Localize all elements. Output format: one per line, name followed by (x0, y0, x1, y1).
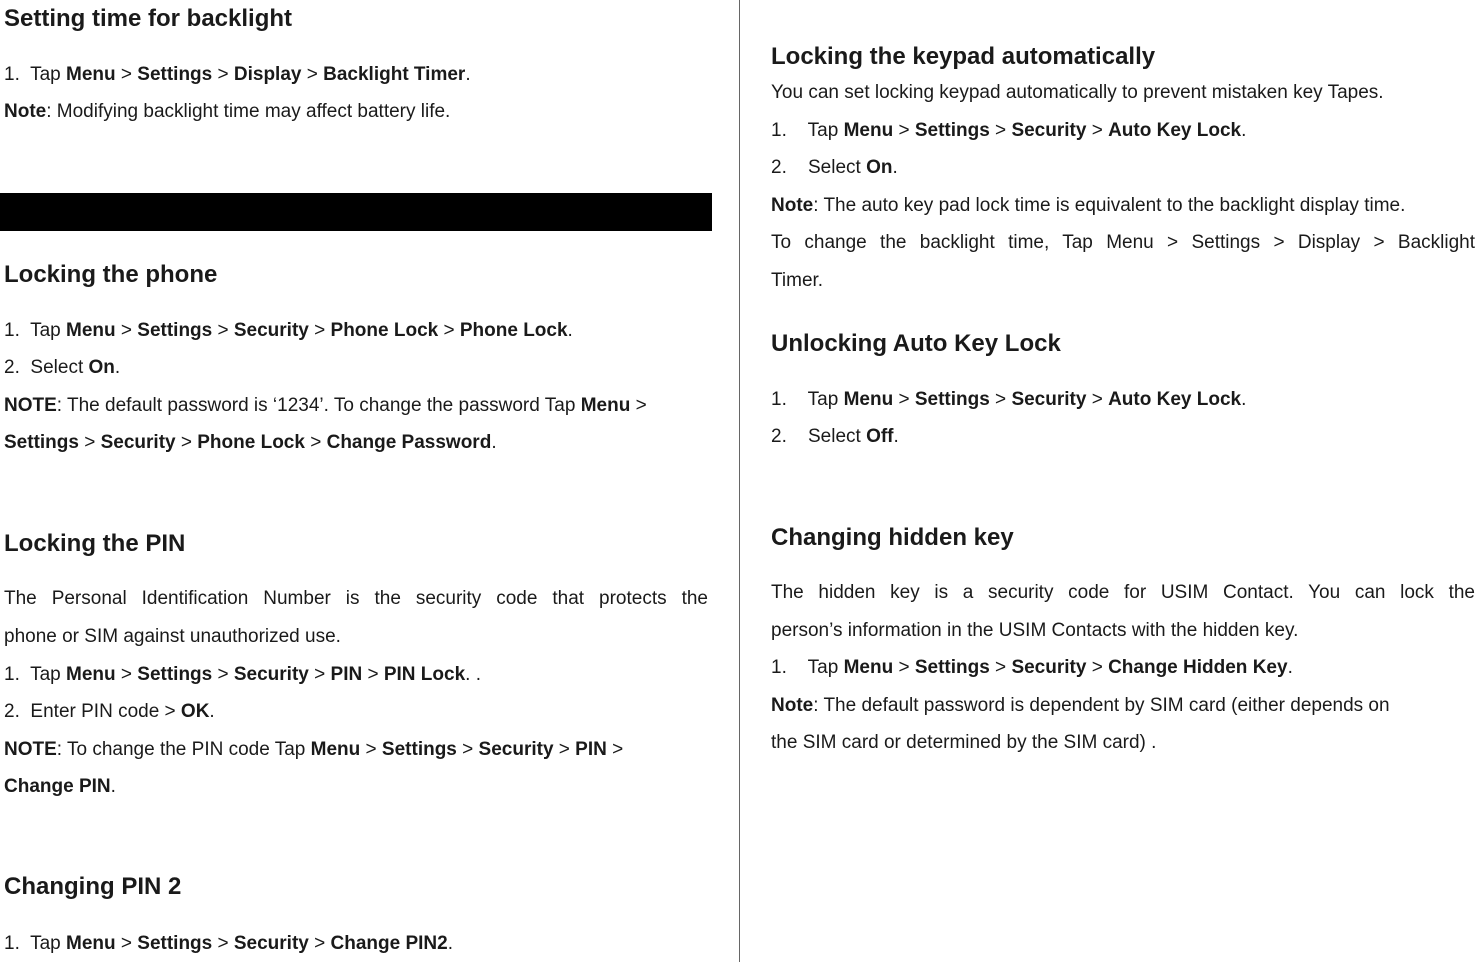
keypad-heading: Locking the keypad automatically (771, 43, 1156, 70)
unlock-step-2: 2. Select Off. (771, 426, 899, 447)
phone-lock-step-1: 1. Tap Menu > Settings > Security > Phone Lock > Phone Lock. (4, 320, 573, 341)
column-divider (739, 0, 740, 962)
keypad-intro: You can set locking keypad automatically to prevent mistaken key Tapes. (771, 82, 1384, 103)
hidden-key-note: Note: The default password is dependent by SIM card (either depends on (771, 695, 1390, 716)
phone-lock-note-cont: Settings > Security > Phone Lock > Change Password. (4, 432, 497, 453)
black-bar-divider (0, 193, 712, 231)
hidden-key-paragraph-line-1: The hidden key is a security code for USIM Contact. You can lock the (771, 582, 1475, 603)
pin-note-cont: Change PIN. (4, 776, 116, 797)
pin-heading: Locking the PIN (4, 530, 186, 557)
keypad-change-line-1: To change the backlight time, Tap Menu > Settings > Display > Backlight (771, 232, 1475, 253)
pin-step-1: 1. Tap Menu > Settings > Security > PIN > PIN Lock. . (4, 664, 482, 685)
pin2-heading: Changing PIN 2 (4, 873, 182, 900)
unlock-step-1: 1. Tap Menu > Settings > Security > Auto Key Lock. (771, 389, 1247, 410)
pin-paragraph-line-1: The Personal Identification Number is the security code that protects the (4, 588, 708, 609)
keypad-step-1: 1. Tap Menu > Settings > Security > Auto Key Lock. (771, 120, 1247, 141)
pin-step-2: 2. Enter PIN code > OK. (4, 701, 215, 722)
hidden-key-note-cont: the SIM card or determined by the SIM card) . (771, 732, 1157, 753)
backlight-note: Note: Modifying backlight time may affect battery life. (4, 101, 451, 122)
phone-lock-heading: Locking the phone (4, 261, 218, 288)
keypad-change-line-2: Timer. (771, 270, 824, 291)
keypad-note: Note: The auto key pad lock time is equivalent to the backlight display time. (771, 195, 1406, 216)
pin-paragraph-line-2: phone or SIM against unauthorized use. (4, 626, 341, 647)
pin-note: NOTE: To change the PIN code Tap Menu > Settings > Security > PIN > (4, 739, 624, 760)
hidden-key-step-1: 1. Tap Menu > Settings > Security > Change Hidden Key. (771, 657, 1293, 678)
unlock-heading: Unlocking Auto Key Lock (771, 330, 1061, 357)
hidden-key-paragraph-line-2: person’s information in the USIM Contacts with the hidden key. (771, 620, 1299, 641)
phone-lock-note: NOTE: The default password is ‘1234’. To change the password Tap Menu > (4, 395, 647, 416)
pin2-step-1: 1. Tap Menu > Settings > Security > Change PIN2. (4, 933, 453, 954)
hidden-key-heading: Changing hidden key (771, 524, 1014, 551)
phone-lock-step-2: 2. Select On. (4, 357, 121, 378)
backlight-step-1: 1. Tap Menu > Settings > Display > Backlight Timer. (4, 64, 471, 85)
keypad-step-2: 2. Select On. (771, 157, 898, 178)
backlight-heading: Setting time for backlight (4, 5, 293, 32)
